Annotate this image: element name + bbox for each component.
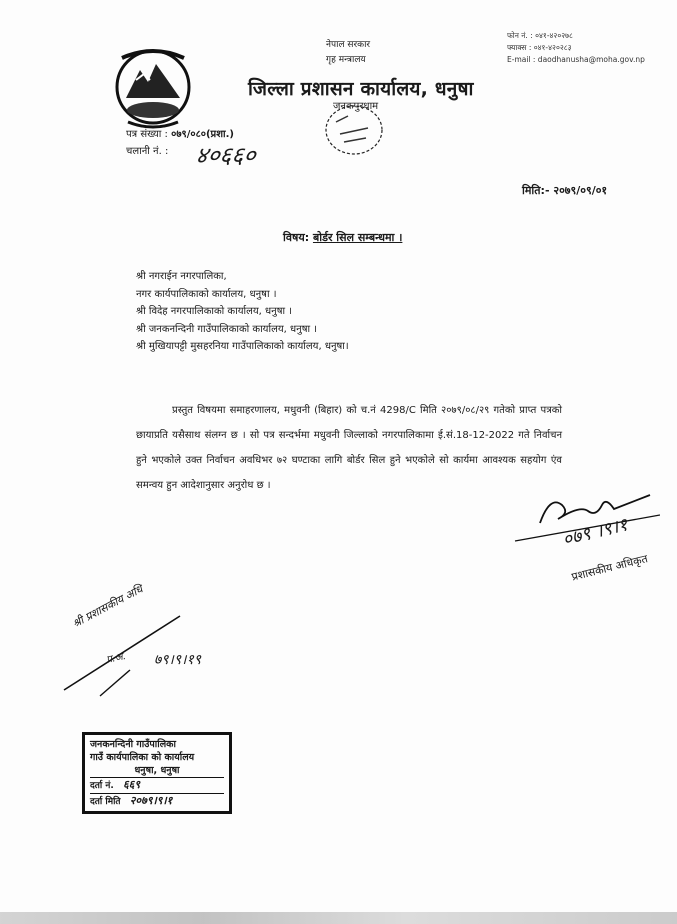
chalani-label: चलानी नं. :	[126, 146, 169, 157]
contact-fax: फ्याक्स : ०४१-४२०२८३	[507, 43, 572, 52]
recipient-line: श्री नगराईन नगरपालिका,	[136, 271, 227, 282]
patra-label: पत्र संख्या :	[126, 129, 168, 140]
letter-body: प्रस्तुत विषयमा समाहरणालय, मधुवनी (बिहार) को च.नं 4298/C मिति २०७९/०८/२९ गतेको प्राप्त पत्रको छायाप्रति यसैसाथ संलग्न छ । सो पत्र सन्दर्भमा मधुवनी जिल्लाको नगरपालिकामा ई.सं.18-12-2022 गते निर्वाचन हुने भएकोले उक्त निर्वाचन अवधिभर ७२ घण्टाका लागि बोर्डर सिल हुने भएकोले सो कार्यमा आवश्यक सहयोग एंव समन्वय हुन आदेशानुसार अनुरोध छ ।	[136, 405, 562, 491]
letter-date	[522, 183, 607, 198]
registration-stamp	[82, 732, 232, 814]
chalani-number-handwritten: ४०६६०	[193, 143, 258, 169]
handwritten-note-initial: प्र.अ.	[105, 651, 127, 666]
patra-value: ०७९/०८०(प्रशा.)	[171, 129, 234, 140]
stamp-line-1: जनकनन्दिनी गाउँपालिका	[90, 739, 176, 750]
recipient-line: श्री जनकनन्दिनी गाउँपालिकाको कार्यालय, धनुषा ।	[136, 323, 318, 335]
office-round-seal	[318, 100, 390, 160]
subject-line	[283, 230, 402, 245]
subject-label: विषय:	[283, 231, 310, 244]
recipient-line: श्री मुखियापट्टी मुसहरनिया गाउँपालिकाको कार्यालय, धनुषा।	[136, 341, 349, 352]
recipient-list	[136, 268, 349, 356]
gov-line-1: नेपाल सरकार	[326, 40, 371, 50]
recipient-line: श्री विदेह नगरपालिकाको कार्यालय, धनुषा ।	[136, 306, 293, 317]
darta-date-label: दर्ता मिति	[90, 797, 121, 807]
nepal-government-emblem	[108, 40, 198, 130]
darta-value: ६६९	[122, 778, 141, 791]
darta-date-value: २०७९।९।१	[129, 794, 173, 807]
date-label: मिति:-	[522, 184, 550, 197]
contact-email: E-mail : daodhanusha@moha.gov.np	[507, 55, 645, 64]
subject-text: बोर्डर सिल सम्बन्धमा ।	[312, 231, 403, 244]
signature-date: ०७९ ।९।१	[560, 514, 630, 551]
handwritten-note-date: ७९।९।१९	[154, 652, 202, 668]
signatory-title: प्रशासकीय अधिकृत	[570, 552, 650, 584]
government-heading	[326, 38, 370, 68]
recipient-line: नगर कार्यपालिकाको कार्यालय, धनुषा ।	[136, 288, 277, 300]
scan-bottom-edge	[0, 912, 677, 924]
contact-info	[507, 30, 645, 66]
office-location: जनकपुरधाम	[333, 101, 379, 112]
office-title: जिल्ला प्रशासन कार्यालय, धनुषा	[248, 78, 474, 100]
contact-phone: फोन नं. : ०४१-४२०२७८	[507, 31, 573, 40]
date-value: २०७९/०९/०१	[553, 184, 608, 197]
darta-label: दर्ता नं.	[90, 781, 114, 791]
stamp-darta-row	[90, 777, 224, 793]
stamp-line-2: गाउँ कार्यपालिका को कार्यालय	[90, 752, 195, 763]
gov-line-2: गृह मन्त्रालय	[326, 55, 366, 65]
handwritten-note-name: श्री प्रशासकीय अधि	[70, 582, 145, 631]
stamp-date-row	[90, 793, 224, 809]
stamp-line-3: धनुषा, धनुषा	[134, 765, 180, 776]
